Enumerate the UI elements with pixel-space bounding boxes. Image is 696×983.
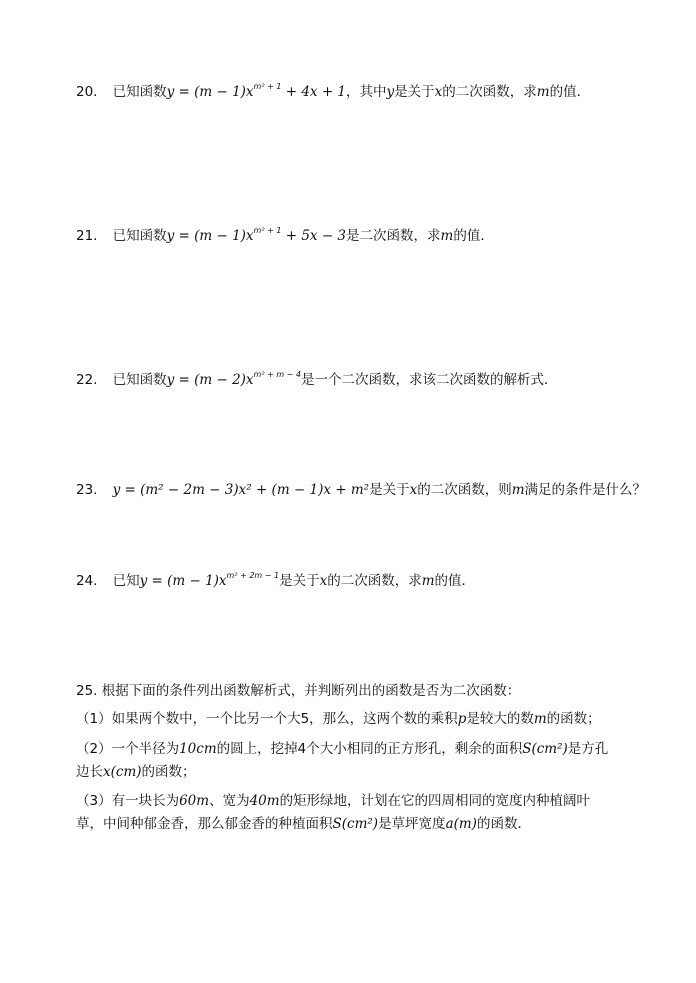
exponent: m² + 2m − 1: [226, 571, 280, 580]
formula: 60m: [179, 793, 210, 809]
question-number: 21.: [76, 228, 98, 244]
formula: x(cm): [103, 764, 142, 780]
formula: y = (m² − 2m − 3)x² + (m − 1)x + m²: [112, 482, 370, 498]
formula: + 5x − 3: [281, 228, 347, 244]
question-23: [76, 481, 656, 499]
variable: m: [511, 482, 525, 498]
variable: y: [386, 84, 395, 100]
question-text: 是关于: [394, 84, 435, 100]
question-text: 的函数．: [476, 816, 531, 832]
exponent: m² + 1: [253, 226, 282, 235]
question-text: 的二次函数，则: [417, 482, 512, 498]
question-25-part-2: [76, 738, 624, 784]
question-20: [76, 78, 656, 101]
question-text: 的二次函数，求: [442, 84, 537, 100]
variable: x: [434, 84, 443, 100]
question-text: 的值．: [453, 228, 494, 244]
para-line: [76, 813, 624, 836]
question-24: [76, 567, 656, 590]
formula: y = (m − 1)x: [166, 228, 254, 244]
question-text: 是二次函数，求: [346, 228, 441, 244]
question-number: 24.: [76, 573, 98, 589]
para-line: [76, 738, 624, 761]
question-number: 22.: [76, 372, 98, 388]
question-text: 的函数；: [141, 764, 196, 780]
question-text: 已知函数: [112, 228, 167, 244]
question-25-part-1: [76, 708, 624, 731]
formula: y = (m − 1)x: [166, 84, 254, 100]
question-text: 的值．: [549, 84, 591, 100]
question-text: 已知函数: [112, 84, 167, 100]
exponent: m² + m − 4: [253, 370, 302, 379]
question-text: ，其中: [346, 84, 387, 100]
formula: + 4x + 1: [281, 84, 347, 100]
question-25: [76, 682, 656, 700]
question-number: 20.: [76, 84, 98, 100]
question-text: 的值．: [434, 573, 476, 589]
formula: a(m): [445, 816, 477, 832]
question-text: （2）一个半径为: [76, 741, 180, 757]
question-text: 的二次函数，求: [327, 573, 422, 589]
formula: S(cm²): [522, 741, 568, 757]
question-25-part-3: [76, 790, 624, 836]
formula: y = (m − 2)x: [166, 372, 254, 388]
question-text: 是一个二次函数，求该二次函数的解析式．: [301, 372, 558, 388]
question-text: 已知: [112, 573, 140, 589]
variable: m: [440, 228, 454, 244]
para-line: [76, 708, 624, 731]
question-21: [76, 222, 656, 245]
formula: S(cm²): [332, 816, 379, 832]
variable: m: [533, 711, 547, 727]
variable: m: [536, 84, 550, 100]
question-text: 25. 根据下面的条件列出函数解析式，并判断列出的函数是否为二次函数：: [76, 683, 521, 699]
question-text: 的函数；: [546, 711, 601, 727]
question-text: （1）如果两个数中，一个比另一个大5，那么，这两个数的乘积: [76, 711, 458, 727]
question-text: 是草坪宽度: [378, 816, 446, 832]
question-text: 是关于: [369, 482, 410, 498]
question-text: 是关于: [279, 573, 320, 589]
formula: 40m: [249, 793, 280, 809]
question-text: 满足的条件是什么？: [524, 482, 647, 498]
variable: x: [409, 482, 418, 498]
question-text: 是方孔: [567, 741, 609, 757]
para-line: [76, 790, 624, 813]
variable: m: [421, 573, 435, 589]
para-line: [76, 761, 624, 784]
question-text: 的矩形绿地，计划在它的四周相同的宽度内种植阔叶: [279, 793, 591, 809]
question-text: 的圆上，挖掉4个大小相同的正方形孔，剩余的面积: [216, 741, 523, 757]
question-text: 边长: [76, 764, 103, 780]
variable: x: [319, 573, 328, 589]
question-text: 草，中间种郁金香，那么郁金香的种植面积: [76, 816, 333, 832]
formula: y = (m − 1)x: [139, 573, 227, 589]
exponent: m² + 1: [253, 82, 282, 91]
question-text: 、宽为: [209, 793, 250, 809]
question-text: 是较大的数: [466, 711, 534, 727]
question-22: [76, 366, 656, 389]
question-number: 23.: [76, 482, 98, 498]
question-text: （3）有一块长为: [76, 793, 180, 809]
formula: 10cm: [179, 741, 217, 757]
variable: p: [457, 711, 467, 727]
question-text: 已知函数: [112, 372, 167, 388]
